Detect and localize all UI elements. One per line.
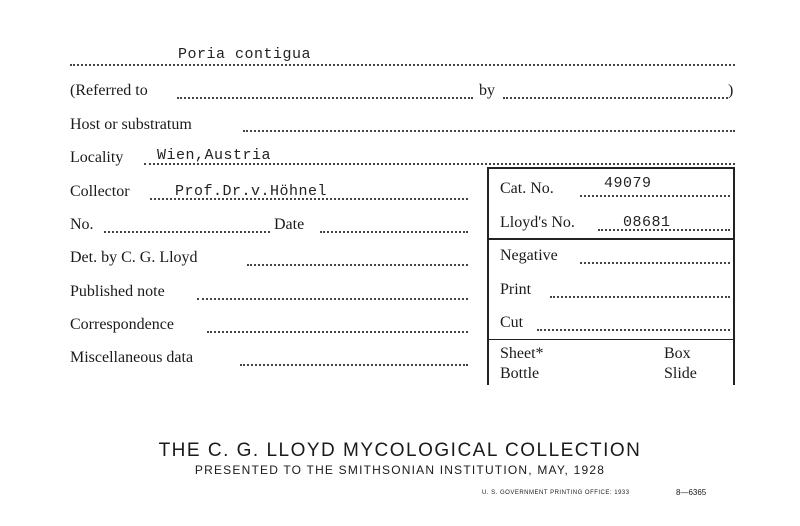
species-line xyxy=(70,64,735,66)
collector-value: Prof.Dr.v.Höhnel xyxy=(175,183,328,200)
negative-label: Negative xyxy=(500,247,558,264)
cat-label: Cat. No. xyxy=(500,180,554,197)
by-label: by xyxy=(479,82,495,99)
printing-office-note: U. S. GOVERNMENT PRINTING OFFICE: 1933 xyxy=(482,490,630,496)
correspondence-line xyxy=(207,331,468,333)
slide-label: Slide xyxy=(664,365,697,382)
det-line xyxy=(247,264,468,266)
cut-line xyxy=(537,329,730,331)
bottle-label: Bottle xyxy=(500,365,540,382)
box-border-left xyxy=(487,167,489,385)
date-label: Date xyxy=(274,216,305,233)
form-number: 8—6365 xyxy=(676,488,707,497)
host-label: Host or substratum xyxy=(70,116,192,133)
misc-label: Miscellaneous data xyxy=(70,349,194,366)
by-line xyxy=(503,97,728,99)
referred-to-label: (Referred to xyxy=(70,82,148,99)
date-line xyxy=(320,231,468,233)
collection-title: THE C. G. LLOYD MYCOLOGICAL COLLECTION xyxy=(158,440,642,461)
box-border-right xyxy=(733,167,735,385)
det-label: Det. by C. G. Lloyd xyxy=(70,249,198,266)
cat-line xyxy=(580,195,730,197)
locality-label: Locality xyxy=(70,149,124,166)
misc-line xyxy=(240,364,468,366)
cat-value: 49079 xyxy=(604,175,652,192)
negative-line xyxy=(580,262,730,264)
print-line xyxy=(550,296,730,298)
referred-to-line xyxy=(177,97,473,99)
box-label: Box xyxy=(664,345,691,362)
cut-label: Cut xyxy=(500,314,524,331)
print-label: Print xyxy=(500,281,532,298)
sheet-label: Sheet* xyxy=(500,345,544,362)
published-line xyxy=(197,298,468,300)
box-divider-2 xyxy=(487,339,735,340)
lloyd-value: 08681 xyxy=(623,214,671,231)
collection-subtitle: PRESENTED TO THE SMITHSONIAN INSTITUTION, MAY, 1928 xyxy=(194,463,606,477)
host-line xyxy=(243,130,735,132)
collector-label: Collector xyxy=(70,183,130,200)
box-divider xyxy=(487,238,735,240)
no-line xyxy=(104,231,270,233)
close-paren: ) xyxy=(728,82,734,99)
box-border-top xyxy=(487,167,735,169)
locality-value: Wien,Austria xyxy=(157,147,272,164)
published-label: Published note xyxy=(70,283,165,300)
species-value: Poria contigua xyxy=(178,46,312,63)
lloyd-label: Lloyd's No. xyxy=(500,214,575,231)
correspondence-label: Correspondence xyxy=(70,316,174,333)
no-label: No. xyxy=(70,216,94,233)
